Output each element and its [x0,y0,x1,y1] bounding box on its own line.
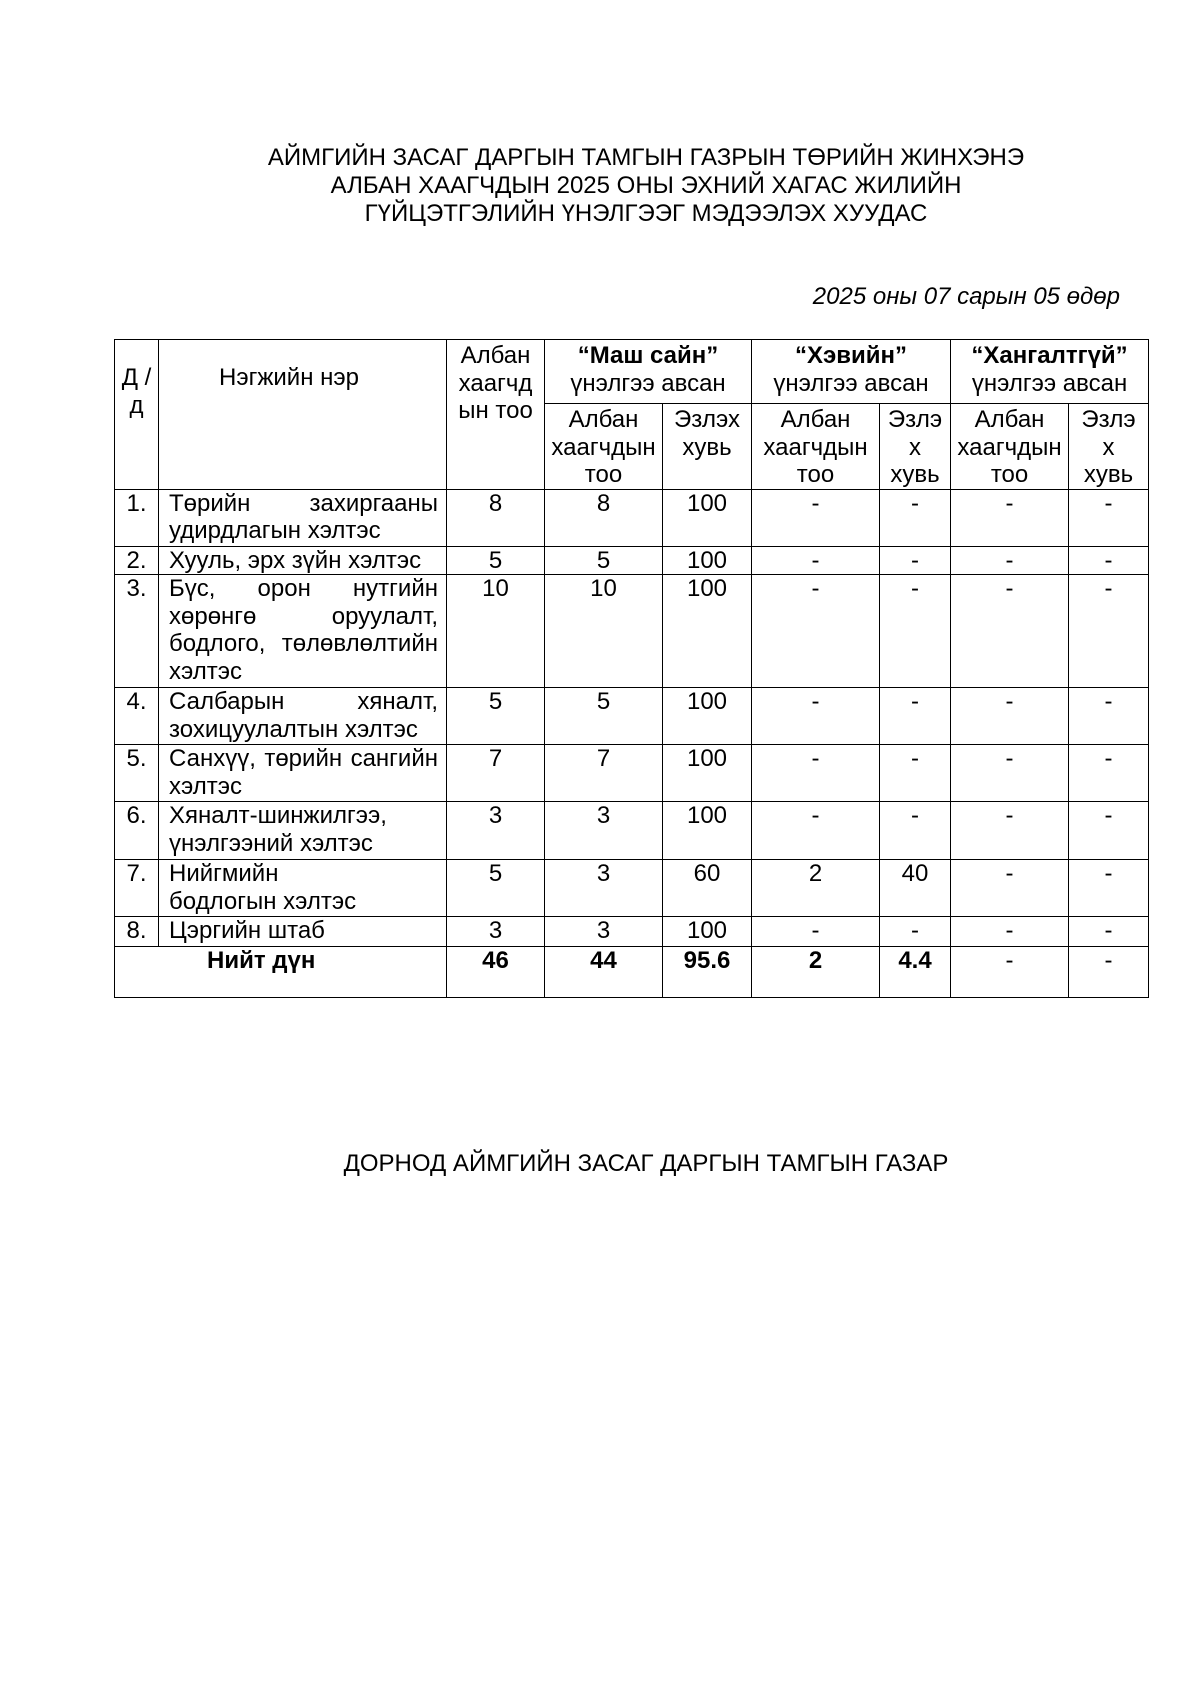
excellent-percent: 100 [663,489,752,546]
poor-count: - [951,688,1069,745]
header-excellent-percent: Эзлэх хувь [663,404,752,490]
poor-percent: - [1069,917,1149,947]
row-number: 7. [115,860,159,917]
total-poor-count: - [951,947,1069,998]
excellent-count: 3 [545,917,663,947]
document-date: 2025 оны 07 сарын 05 өдөр [812,283,1120,310]
poor-percent: - [1069,688,1149,745]
header-normal-count: Албан хаагчдын тоо [752,404,880,490]
excellent-count: 10 [545,575,663,688]
header-group-subtitle: үнэлгээ авсан [773,369,929,397]
staff-count: 3 [447,917,545,947]
header-group-excellent [545,340,752,404]
excellent-percent: 100 [663,802,752,860]
normal-percent: - [880,745,951,802]
row-number: 1. [115,489,159,546]
row-number: 3. [115,575,159,688]
excellent-count: 5 [545,688,663,745]
row-number: 8. [115,917,159,947]
normal-percent: - [880,546,951,575]
normal-count: - [752,575,880,688]
normal-percent: - [880,917,951,947]
poor-count: - [951,575,1069,688]
unit-name: Салбарын хяналт, зохицуулалтын хэлтэс [159,688,447,745]
staff-count: 3 [447,802,545,860]
excellent-count: 5 [545,546,663,575]
evaluation-table [114,339,1149,998]
poor-percent: - [1069,575,1149,688]
header-group-normal [752,340,951,404]
poor-percent: - [1069,546,1149,575]
title-line: ГҮЙЦЭТГЭЛИЙН ҮНЭЛГЭЭГ МЭДЭЭЛЭХ ХУУДАС [364,200,928,227]
unit-name: Хууль, эрх зүйн хэлтэс [159,546,447,575]
header-group-title: “Хэвийн” [795,342,908,369]
table-row [115,745,1149,802]
header-unit-name: Нэгжийн нэр [159,340,447,490]
excellent-count: 7 [545,745,663,802]
poor-count: - [951,546,1069,575]
staff-count: 5 [447,860,545,917]
total-staff-count: 46 [447,947,545,998]
header-group-title: “Маш сайн” [577,342,719,369]
row-number: 5. [115,745,159,802]
header-normal-percent: Эзлэх хувь [880,404,951,490]
header-staff-count: Албан хаагчдын тоо [447,340,545,490]
title-line: АЛБАН ХААГЧДЫН 2025 ОНЫ ЭХНИЙ ХАГАС ЖИЛИЙН [330,172,962,199]
excellent-percent: 100 [663,575,752,688]
excellent-percent: 100 [663,745,752,802]
normal-percent: - [880,489,951,546]
normal-count: - [752,688,880,745]
unit-name: Нийгмийн бодлогын хэлтэс [159,860,447,917]
header-excellent-count: Албан хаагчдын тоо [545,404,663,490]
normal-count: - [752,745,880,802]
normal-percent: - [880,802,951,860]
table-row [115,575,1149,688]
staff-count: 7 [447,745,545,802]
total-poor-percent: - [1069,947,1149,998]
total-normal-count: 2 [752,947,880,998]
unit-name: Цэргийн штаб [159,917,447,947]
staff-count: 8 [447,489,545,546]
header-group-title: “Хангалтгүй” [971,342,1128,369]
excellent-percent: 100 [663,546,752,575]
table-row [115,802,1149,860]
excellent-percent: 100 [663,917,752,947]
normal-count: - [752,546,880,575]
header-group-subtitle: үнэлгээ авсан [971,369,1128,397]
excellent-percent: 100 [663,688,752,745]
unit-name: Хяналт-шинжилгээ, үнэлгээний хэлтэс [159,802,447,860]
total-row [115,947,1149,998]
normal-percent: - [880,575,951,688]
header-row-groups [115,340,1149,404]
header-poor-percent: Эзлэх хувь [1069,404,1149,490]
header-poor-count: Албан хаагчдын тоо [951,404,1069,490]
poor-count: - [951,860,1069,917]
table-row [115,860,1149,917]
unit-name: Санхүү, төрийн сангийн хэлтэс [159,745,447,802]
staff-count: 5 [447,546,545,575]
poor-percent: - [1069,489,1149,546]
document-title [146,144,1146,228]
row-number: 4. [115,688,159,745]
normal-count: - [752,802,880,860]
total-excellent-count: 44 [545,947,663,998]
unit-name: Бүс, орон нутгийн хөрөнгө оруулалт, бодлого, төлөвлөлтийн хэлтэс [159,575,447,688]
header-group-poor [951,340,1149,404]
table-row [115,546,1149,575]
excellent-count: 8 [545,489,663,546]
unit-name: Төрийн захиргааны удирдлагын хэлтэс [159,489,447,546]
excellent-count: 3 [545,802,663,860]
poor-percent: - [1069,802,1149,860]
footer-organization: ДОРНОД АЙМГИЙН ЗАСАГ ДАРГЫН ТАМГЫН ГАЗАР [343,1150,949,1177]
excellent-percent: 60 [663,860,752,917]
poor-percent: - [1069,745,1149,802]
header-group-subtitle: үнэлгээ авсан [570,369,726,397]
normal-count: 2 [752,860,880,917]
normal-percent: - [880,688,951,745]
poor-count: - [951,802,1069,860]
poor-count: - [951,745,1069,802]
poor-percent: - [1069,860,1149,917]
poor-count: - [951,917,1069,947]
total-label: Нийт дүн [115,947,447,998]
excellent-count: 3 [545,860,663,917]
table-row [115,688,1149,745]
total-normal-percent: 4.4 [880,947,951,998]
row-number: 2. [115,546,159,575]
row-number: 6. [115,802,159,860]
staff-count: 5 [447,688,545,745]
staff-count: 10 [447,575,545,688]
normal-count: - [752,489,880,546]
total-excellent-percent: 95.6 [663,947,752,998]
table-row [115,489,1149,546]
normal-count: - [752,917,880,947]
normal-percent: 40 [880,860,951,917]
poor-count: - [951,489,1069,546]
header-number: Д /д [115,340,159,490]
title-line: АЙМГИЙН ЗАСАГ ДАРГЫН ТАМГЫН ГАЗРЫН ТӨРИЙН ЖИНХЭНЭ [267,144,1025,171]
table-row [115,917,1149,947]
